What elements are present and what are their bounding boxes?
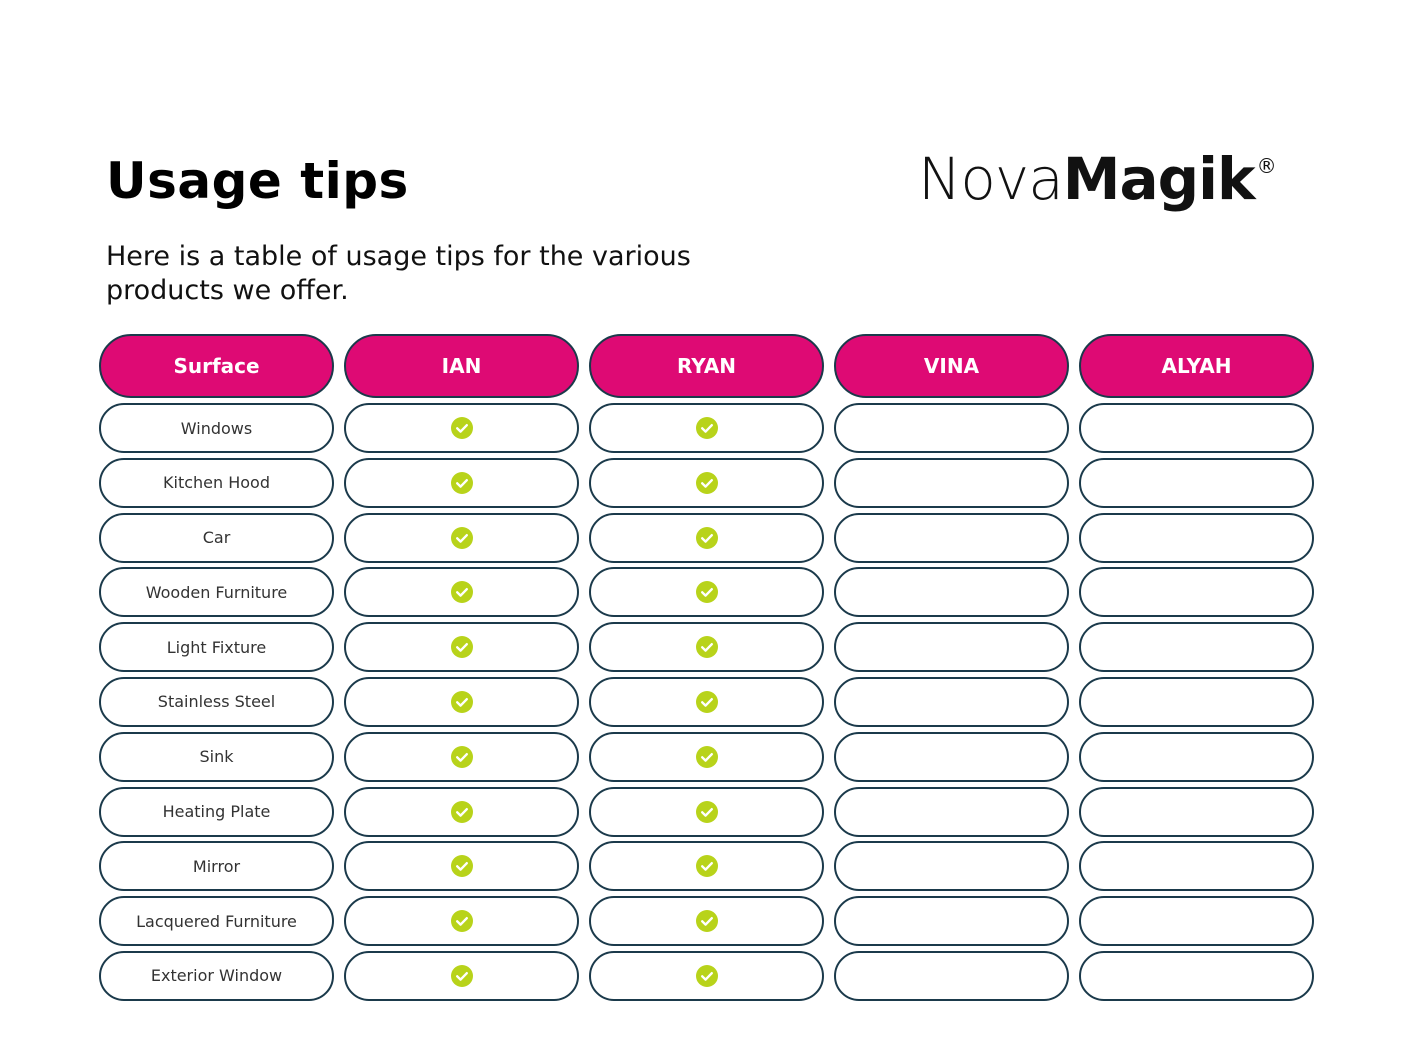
check-circle-icon [696,636,718,658]
product-cell [834,677,1069,727]
product-cell [344,458,579,508]
logo-text-light: Nova [918,145,1063,213]
page-subtitle: Here is a table of usage tips for the various products we offer. [106,241,691,306]
check-circle-icon [451,746,473,768]
surface-cell: Kitchen Hood [99,458,334,508]
check-circle-icon [696,746,718,768]
check-circle-icon [451,801,473,823]
column-header-surface: Surface [99,334,334,398]
surface-cell: Stainless Steel [99,677,334,727]
product-cell [834,896,1069,946]
product-cell [589,567,824,617]
product-cell [344,677,579,727]
product-cell [344,787,579,837]
check-circle-icon [696,472,718,494]
check-circle-icon [696,910,718,932]
product-cell [589,458,824,508]
product-cell [834,567,1069,617]
logo-text-bold: Magik [1062,145,1255,213]
surface-cell: Car [99,513,334,563]
product-cell [344,622,579,672]
novamagik-logo [918,145,1277,213]
product-cell [834,458,1069,508]
product-cell [1079,513,1314,563]
product-cell [1079,403,1314,453]
surface-cell: Mirror [99,841,334,891]
check-circle-icon [696,527,718,549]
product-cell [1079,677,1314,727]
product-cell [1079,787,1314,837]
check-circle-icon [451,691,473,713]
surface-cell: Lacquered Furniture [99,896,334,946]
check-circle-icon [696,855,718,877]
product-cell [834,951,1069,1001]
product-cell [1079,622,1314,672]
product-cell [344,513,579,563]
product-cell [589,841,824,891]
usage-table [99,334,1314,1006]
column-header-vina: VINA [834,334,1069,398]
page-title: Usage tips [106,152,409,210]
check-circle-icon [451,472,473,494]
product-cell [834,732,1069,782]
check-circle-icon [696,801,718,823]
surface-cell: Wooden Furniture [99,567,334,617]
surface-cell: Exterior Window [99,951,334,1001]
surface-cell: Light Fixture [99,622,334,672]
registered-mark: ® [1256,154,1277,178]
check-circle-icon [451,855,473,877]
product-cell [834,622,1069,672]
product-cell [589,677,824,727]
product-cell [1079,458,1314,508]
product-cell [589,787,824,837]
product-cell [834,513,1069,563]
product-cell [344,951,579,1001]
product-cell [834,787,1069,837]
check-circle-icon [696,691,718,713]
product-cell [589,513,824,563]
product-cell [1079,896,1314,946]
check-circle-icon [451,581,473,603]
product-cell [344,732,579,782]
product-cell [1079,732,1314,782]
column-header-ryan: RYAN [589,334,824,398]
product-cell [1079,841,1314,891]
product-cell [589,622,824,672]
surface-cell: Windows [99,403,334,453]
product-cell [834,403,1069,453]
product-cell [589,732,824,782]
check-circle-icon [451,417,473,439]
check-circle-icon [451,965,473,987]
product-cell [344,403,579,453]
product-cell [344,841,579,891]
surface-cell: Sink [99,732,334,782]
check-circle-icon [451,910,473,932]
check-circle-icon [696,581,718,603]
check-circle-icon [696,417,718,439]
product-cell [1079,951,1314,1001]
product-cell [344,896,579,946]
product-cell [344,567,579,617]
column-header-alyah: ALYAH [1079,334,1314,398]
product-cell [589,951,824,1001]
check-circle-icon [451,636,473,658]
product-cell [589,403,824,453]
check-circle-icon [451,527,473,549]
surface-cell: Heating Plate [99,787,334,837]
product-cell [589,896,824,946]
product-cell [1079,567,1314,617]
product-cell [834,841,1069,891]
column-header-ian: IAN [344,334,579,398]
check-circle-icon [696,965,718,987]
